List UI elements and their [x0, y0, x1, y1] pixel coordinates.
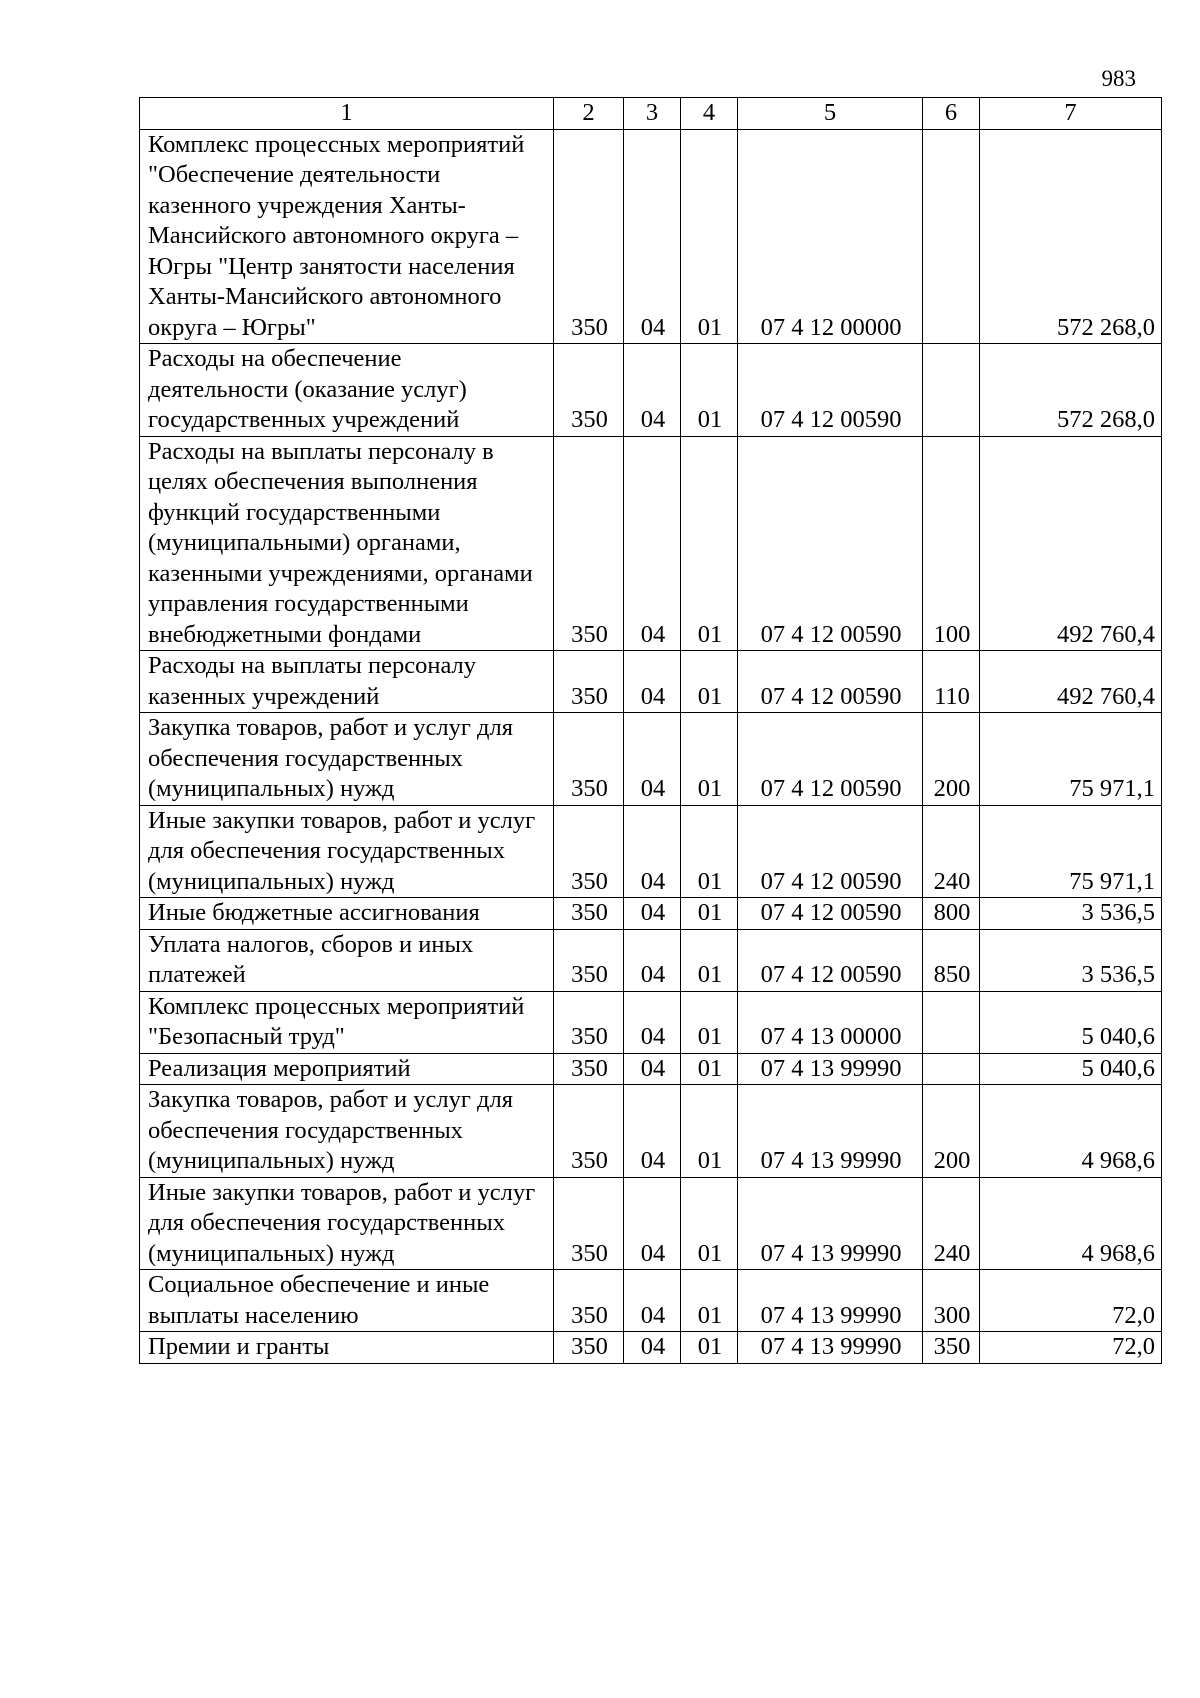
cell-col4: 01	[681, 1332, 738, 1364]
cell-col4: 01	[681, 436, 738, 651]
cell-col5: 07 4 13 99990	[738, 1177, 923, 1270]
cell-col2: 350	[554, 1270, 624, 1332]
cell-col3: 04	[624, 713, 681, 806]
header-row	[140, 98, 1162, 130]
cell-col2: 350	[554, 651, 624, 713]
cell-col5: 07 4 12 00590	[738, 929, 923, 991]
cell-col4: 01	[681, 1177, 738, 1270]
cell-col5: 07 4 13 99990	[738, 1085, 923, 1178]
cell-col6: 110	[923, 651, 980, 713]
cell-amount: 492 760,4	[980, 436, 1162, 651]
cell-col5: 07 4 12 00590	[738, 713, 923, 806]
page-number: 983	[1101, 66, 1136, 91]
cell-col2: 350	[554, 1085, 624, 1178]
cell-col4: 01	[681, 1053, 738, 1085]
cell-amount: 72,0	[980, 1332, 1162, 1364]
cell-amount: 3 536,5	[980, 898, 1162, 930]
row-name: Иные бюджетные ассигнования	[140, 898, 554, 930]
row-name: Реализация мероприятий	[140, 1053, 554, 1085]
table-row	[140, 129, 1162, 344]
cell-col5: 07 4 13 99990	[738, 1053, 923, 1085]
cell-col6: 200	[923, 713, 980, 806]
table-row	[140, 805, 1162, 898]
row-name: Расходы на обеспечение деятельности (оказание услуг) государственных учреждений	[140, 344, 554, 437]
cell-col2: 350	[554, 713, 624, 806]
budget-table	[139, 97, 1162, 1364]
cell-col3: 04	[624, 129, 681, 344]
column-header: 5	[738, 98, 923, 130]
table-row	[140, 1270, 1162, 1332]
row-name: Расходы на выплаты персоналу в целях обеспечения выполнения функций государственными (муниципальными) органами, казенными учреждениями, органами управления государственными внебюджетными фондами	[140, 436, 554, 651]
column-header: 3	[624, 98, 681, 130]
cell-col5: 07 4 12 00590	[738, 898, 923, 930]
cell-col3: 04	[624, 1085, 681, 1178]
row-name: Уплата налогов, сборов и иных платежей	[140, 929, 554, 991]
cell-col6: 350	[923, 1332, 980, 1364]
column-header: 1	[140, 98, 554, 130]
table-row	[140, 1053, 1162, 1085]
cell-col6: 300	[923, 1270, 980, 1332]
cell-amount: 4 968,6	[980, 1085, 1162, 1178]
cell-col2: 350	[554, 1332, 624, 1364]
column-header: 6	[923, 98, 980, 130]
cell-col5: 07 4 12 00000	[738, 129, 923, 344]
cell-col4: 01	[681, 898, 738, 930]
table-row	[140, 929, 1162, 991]
column-header: 7	[980, 98, 1162, 130]
cell-col5: 07 4 12 00590	[738, 651, 923, 713]
cell-col4: 01	[681, 129, 738, 344]
cell-col3: 04	[624, 991, 681, 1053]
table-row	[140, 898, 1162, 930]
cell-col4: 01	[681, 805, 738, 898]
cell-col3: 04	[624, 344, 681, 437]
cell-col2: 350	[554, 129, 624, 344]
table-row	[140, 651, 1162, 713]
cell-col5: 07 4 12 00590	[738, 805, 923, 898]
cell-col4: 01	[681, 713, 738, 806]
row-name: Социальное обеспечение и иные выплаты населению	[140, 1270, 554, 1332]
cell-col3: 04	[624, 1177, 681, 1270]
cell-col5: 07 4 12 00590	[738, 344, 923, 437]
row-name: Иные закупки товаров, работ и услуг для обеспечения государственных (муниципальных) нужд	[140, 805, 554, 898]
cell-col2: 350	[554, 1177, 624, 1270]
cell-amount: 5 040,6	[980, 991, 1162, 1053]
cell-col3: 04	[624, 1053, 681, 1085]
cell-col3: 04	[624, 651, 681, 713]
cell-col5: 07 4 12 00590	[738, 436, 923, 651]
cell-col4: 01	[681, 991, 738, 1053]
cell-col2: 350	[554, 344, 624, 437]
cell-col4: 01	[681, 344, 738, 437]
cell-col2: 350	[554, 805, 624, 898]
cell-col5: 07 4 13 99990	[738, 1270, 923, 1332]
cell-amount: 4 968,6	[980, 1177, 1162, 1270]
row-name: Закупка товаров, работ и услуг для обеспечения государственных (муниципальных) нужд	[140, 1085, 554, 1178]
column-header: 2	[554, 98, 624, 130]
cell-col6: 240	[923, 1177, 980, 1270]
cell-col2: 350	[554, 436, 624, 651]
cell-amount: 492 760,4	[980, 651, 1162, 713]
cell-col6: 800	[923, 898, 980, 930]
cell-col3: 04	[624, 1332, 681, 1364]
cell-col4: 01	[681, 1270, 738, 1332]
column-header: 4	[681, 98, 738, 130]
cell-amount: 75 971,1	[980, 713, 1162, 806]
cell-col3: 04	[624, 436, 681, 651]
cell-col6	[923, 129, 980, 344]
cell-col4: 01	[681, 651, 738, 713]
cell-col3: 04	[624, 1270, 681, 1332]
row-name: Комплекс процессных мероприятий "Обеспечение деятельности казенного учреждения Ханты-Мансийского автономного округа – Югры "Центр занятости населения Ханты-Мансийского автономного округа – Югры"	[140, 129, 554, 344]
cell-amount: 5 040,6	[980, 1053, 1162, 1085]
cell-amount: 572 268,0	[980, 129, 1162, 344]
row-name: Закупка товаров, работ и услуг для обеспечения государственных (муниципальных) нужд	[140, 713, 554, 806]
table-row	[140, 344, 1162, 437]
cell-amount: 75 971,1	[980, 805, 1162, 898]
cell-col3: 04	[624, 898, 681, 930]
cell-amount: 572 268,0	[980, 344, 1162, 437]
row-name: Иные закупки товаров, работ и услуг для обеспечения государственных (муниципальных) нужд	[140, 1177, 554, 1270]
table-row	[140, 1177, 1162, 1270]
table-row	[140, 991, 1162, 1053]
cell-col2: 350	[554, 898, 624, 930]
row-name: Премии и гранты	[140, 1332, 554, 1364]
cell-col2: 350	[554, 1053, 624, 1085]
cell-col6	[923, 1053, 980, 1085]
cell-amount: 3 536,5	[980, 929, 1162, 991]
row-name: Расходы на выплаты персоналу казенных учреждений	[140, 651, 554, 713]
cell-col6	[923, 344, 980, 437]
row-name: Комплекс процессных мероприятий "Безопасный труд"	[140, 991, 554, 1053]
table-row	[140, 1085, 1162, 1178]
cell-amount: 72,0	[980, 1270, 1162, 1332]
cell-col6: 240	[923, 805, 980, 898]
cell-col6: 200	[923, 1085, 980, 1178]
cell-col2: 350	[554, 991, 624, 1053]
cell-col6: 100	[923, 436, 980, 651]
cell-col3: 04	[624, 805, 681, 898]
table-row	[140, 436, 1162, 651]
cell-col4: 01	[681, 929, 738, 991]
cell-col6: 850	[923, 929, 980, 991]
cell-col2: 350	[554, 929, 624, 991]
table-row	[140, 1332, 1162, 1364]
cell-col5: 07 4 13 99990	[738, 1332, 923, 1364]
cell-col3: 04	[624, 929, 681, 991]
cell-col4: 01	[681, 1085, 738, 1178]
table-row	[140, 713, 1162, 806]
cell-col5: 07 4 13 00000	[738, 991, 923, 1053]
cell-col6	[923, 991, 980, 1053]
